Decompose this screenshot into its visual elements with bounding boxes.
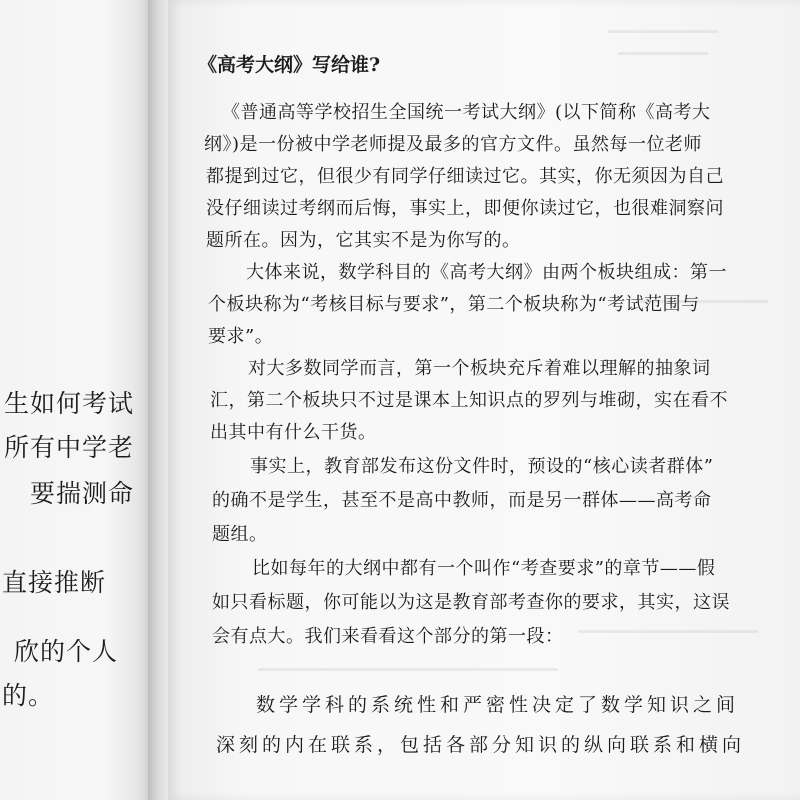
paragraph-line: 个板块称为“考核目标与要求”，第二个板块称为“考试范围与 (208, 294, 700, 315)
paragraph-line: 题所在。因为，它其实不是为你写的。 (206, 230, 521, 251)
show-through-text (608, 30, 718, 33)
paragraph-line: 比如每年的大纲中都有一个叫作“考查要求”的章节——假 (252, 558, 716, 579)
show-through-text (618, 52, 708, 55)
paragraph-line: 大体来说，数学科目的《高考大纲》由两个板块组成：第一 (246, 262, 727, 283)
left-page-line: 生如何考试 (4, 389, 135, 418)
paragraph-line: 没仔细读过考纲而后悔，事实上，即便你读过它，也很难洞察问 (206, 198, 724, 219)
section-heading: 《高考大纲》写给谁? (198, 54, 381, 76)
paragraph-line: 要求”。 (208, 326, 274, 347)
paragraph-line: 纲》)是一份被中学老师提及最多的官方文件。虽然每一位老师 (204, 134, 703, 155)
left-page-line: 欣的个人 (14, 637, 119, 666)
left-page-line: 所有中学老 (4, 433, 135, 462)
paragraph-line: 题组。 (212, 524, 268, 545)
paragraph-line: 都提到过它，但很少有同学仔细读过它。其实，你无须因为自己 (206, 166, 724, 187)
left-page-line: 直接推断 (2, 568, 107, 597)
left-page-line: 要揣测命 (30, 479, 135, 508)
show-through-text (258, 668, 558, 671)
paragraph-line: 出其中有什么干货。 (210, 422, 377, 443)
paragraph-line: 的确不是学生，甚至不是高中教师，而是另一群体——高考命 (212, 490, 712, 511)
quote-line: 数学学科的系统性和严密性决定了数学知识之间 (256, 694, 740, 716)
paragraph-line: 汇，第二个板块只不过是课本上知识点的罗列与堆砌，实在看不 (210, 390, 728, 411)
left-page (0, 0, 150, 800)
left-page-line: 的。 (2, 681, 55, 710)
paragraph-line: 会有点大。我们来看看这个部分的第一段： (212, 626, 564, 647)
show-through-text (578, 630, 758, 633)
paragraph-line: 事实上，教育部发布这份文件时，预设的“核心读者群体” (250, 456, 714, 477)
book-gutter (148, 0, 170, 800)
paragraph-line: 《普通高等学校招生全国统一考试大纲》(以下简称《高考大 (222, 102, 711, 123)
quote-line: 深刻的内在联系，包括各部分知识的纵向联系和横向 (216, 734, 746, 756)
paragraph-line: 如只看标题，你可能以为这是教育部考查你的要求，其实，这误 (212, 592, 730, 613)
paragraph-line: 对大多数同学而言，第一个板块充斥着难以理解的抽象词 (248, 358, 711, 379)
